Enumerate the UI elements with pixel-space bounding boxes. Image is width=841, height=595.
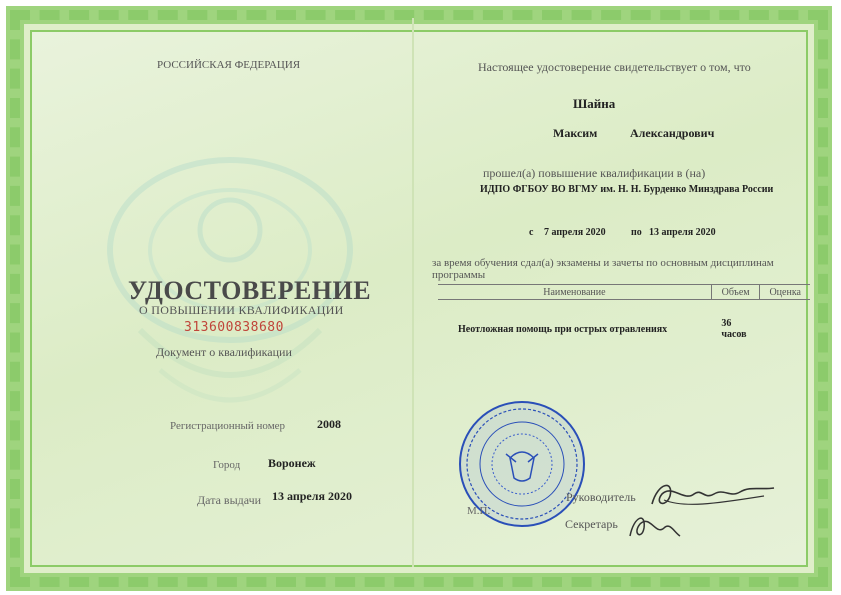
head-label: Руководитель [566, 490, 636, 504]
serial-number: 313600838680 [184, 320, 284, 335]
secretary-signature-icon [624, 506, 684, 546]
certificate-title: УДОСТОВЕРЕНИЕ [128, 276, 372, 305]
period-to-label: по [631, 227, 642, 238]
document-kind: Документ о квалификации [156, 345, 292, 359]
passed-training-text: прошел(а) повышение квалификации в (на) [483, 166, 706, 180]
results-table [438, 284, 810, 340]
organization-name: ИДПО ФГБОУ ВО ВГМУ им. Н. Н. Бурденко Минздрава России [480, 184, 774, 195]
column-header-name: Наименование [438, 285, 711, 300]
holder-first-name: Максим [553, 126, 598, 140]
registration-number-value: 2008 [317, 417, 341, 431]
country-name: РОССИЙСКАЯ ФЕДЕРАЦИЯ [157, 59, 301, 71]
period-to-date: 13 апреля 2020 [649, 227, 716, 238]
intro-text: Настоящее удостоверение свидетельствует о том, что [478, 60, 751, 74]
exams-text: за время обучения сдал(а) экзамены и зачеты по основным дисциплинам программы [432, 257, 774, 281]
column-header-grade: Оценка [760, 285, 810, 300]
holder-patronymic: Александрович [630, 126, 715, 140]
city-label: Город [213, 459, 241, 471]
issue-date-value: 13 апреля 2020 [272, 489, 352, 503]
table-row [438, 300, 810, 341]
period-from-date: 7 апреля 2020 [544, 227, 606, 238]
secretary-label: Секретарь [565, 517, 618, 531]
course-hours: 36 часов [721, 318, 747, 340]
registration-number-label: Регистрационный номер [170, 420, 286, 432]
page-fold [412, 18, 414, 567]
holder-surname: Шайна [573, 96, 616, 111]
issue-date-label: Дата выдачи [197, 493, 262, 507]
course-name: Неотложная помощь при острых отравлениях [458, 323, 668, 335]
results-table-header [438, 285, 810, 300]
column-header-hours: Объем [711, 285, 760, 300]
period-from-label: с [529, 227, 534, 238]
course-grade [760, 300, 810, 341]
certificate-subtitle: О ПОВЫШЕНИИ КВАЛИФИКАЦИИ [139, 303, 344, 317]
city-value: Воронеж [268, 456, 316, 470]
seal-place-label: М.П. [467, 505, 491, 517]
